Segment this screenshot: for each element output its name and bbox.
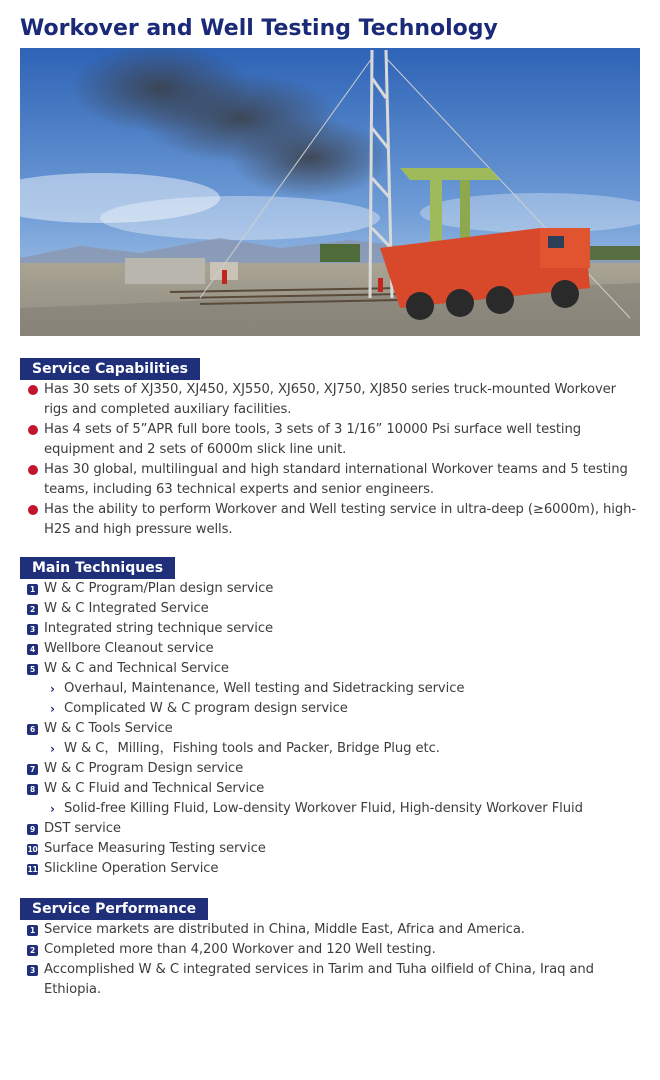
capability-item: [20, 380, 640, 420]
technique-item: [20, 639, 640, 659]
performance-item: [20, 940, 640, 960]
number-badge-icon: 8: [27, 784, 38, 795]
technique-sub-text: Overhaul, Maintenance, Well testing and Sidetracking service: [64, 681, 465, 696]
chevron-right-icon: ›: [50, 682, 55, 696]
page-title: Workover and Well Testing Technology: [20, 16, 498, 41]
techniques-list: [20, 579, 640, 879]
technique-text: W & C Fluid and Technical Service: [44, 781, 265, 796]
technique-item: [20, 659, 640, 679]
technique-item: [20, 819, 640, 839]
red-dot-icon: [28, 425, 38, 435]
red-dot-icon: [28, 385, 38, 395]
technique-item: [20, 759, 640, 779]
number-badge-icon: 2: [27, 945, 38, 956]
number-badge-icon: 6: [27, 724, 38, 735]
performance-item: [20, 960, 640, 1000]
hero-image: [20, 48, 640, 336]
number-badge-icon: 3: [27, 624, 38, 635]
technique-text: W & C Tools Service: [44, 721, 173, 736]
number-badge-icon: 5: [27, 664, 38, 675]
technique-sub-text: W & C，Milling，Fishing tools and Packer, Bridge Plug etc.: [64, 741, 440, 756]
capability-text: Has 4 sets of 5”APR full bore tools, 3 sets of 3 1/16” 10000 Psi surface well testing equipment and 2 sets of 6000m slick line unit.: [44, 422, 582, 457]
performance-text: Accomplished W & C integrated services in Tarim and Tuha oilfield of China, Iraq and Ethiopia.: [44, 962, 594, 997]
number-badge-icon: 3: [27, 965, 38, 976]
performance-item: [20, 920, 640, 940]
technique-item: [20, 859, 640, 879]
number-badge-icon: 7: [27, 764, 38, 775]
red-dot-icon: [28, 505, 38, 515]
capability-item: [20, 500, 640, 540]
technique-sub-item: [20, 679, 640, 699]
capability-text: Has the ability to perform Workover and Well testing service in ultra-deep (≥6000m), high-H2S and high pressure wells.: [44, 502, 637, 537]
technique-item: [20, 839, 640, 859]
technique-sub-item: [20, 799, 640, 819]
red-dot-icon: [28, 465, 38, 475]
technique-item: [20, 619, 640, 639]
technique-text: Wellbore Cleanout service: [44, 641, 214, 656]
performance-list: [20, 920, 640, 1000]
technique-text: W & C and Technical Service: [44, 661, 229, 676]
section-label-main-techniques: Main Techniques: [20, 557, 175, 579]
technique-text: Surface Measuring Testing service: [44, 841, 266, 856]
section-label-service-performance: Service Performance: [20, 898, 208, 920]
technique-text: W & C Program Design service: [44, 761, 244, 776]
technique-text: W & C Program/Plan design service: [44, 581, 274, 596]
number-badge-icon: 10: [27, 845, 38, 854]
technique-sub-item: [20, 739, 640, 759]
number-badge-icon: 11: [27, 865, 38, 874]
technique-text: Slickline Operation Service: [44, 861, 219, 876]
technique-item: [20, 599, 640, 619]
technique-sub-text: Complicated W & C program design service: [64, 701, 348, 716]
workover-rig-photo: [20, 48, 640, 336]
technique-item: [20, 779, 640, 799]
technique-text: DST service: [44, 821, 121, 836]
capability-text: Has 30 global, multilingual and high standard international Workover teams and 5 testing teams, including 63 technical experts and senior engineers.: [44, 462, 628, 497]
technique-item: [20, 579, 640, 599]
number-badge-icon: 2: [27, 604, 38, 615]
chevron-right-icon: ›: [50, 702, 55, 716]
technique-sub-item: [20, 699, 640, 719]
technique-text: W & C Integrated Service: [44, 601, 209, 616]
section-label-service-capabilities: Service Capabilities: [20, 358, 200, 380]
number-badge-icon: 9: [27, 824, 38, 835]
technique-item: [20, 719, 640, 739]
technique-text: Integrated string technique service: [44, 621, 273, 636]
capability-text: Has 30 sets of XJ350, XJ450, XJ550, XJ650, XJ750, XJ850 series truck-mounted Workover rigs and completed auxiliary facilities.: [44, 382, 616, 417]
capability-item: [20, 460, 640, 500]
number-badge-icon: 1: [27, 584, 38, 595]
capabilities-list: [20, 380, 640, 540]
number-badge-icon: 1: [27, 925, 38, 936]
capability-item: [20, 420, 640, 460]
chevron-right-icon: ›: [50, 742, 55, 756]
technique-sub-text: Solid-free Killing Fluid, Low-density Workover Fluid, High-density Workover Fluid: [64, 801, 583, 816]
chevron-right-icon: ›: [50, 802, 55, 816]
performance-text: Completed more than 4,200 Workover and 120 Well testing.: [44, 942, 436, 957]
number-badge-icon: 4: [27, 644, 38, 655]
performance-text: Service markets are distributed in China, Middle East, Africa and America.: [44, 922, 525, 937]
